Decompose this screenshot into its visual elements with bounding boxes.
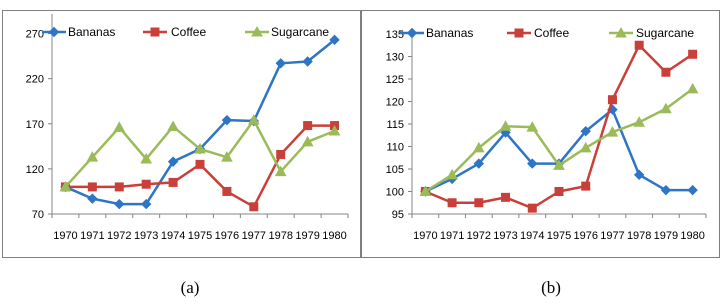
- data-point-coffee: [448, 199, 456, 207]
- data-point-coffee: [196, 160, 204, 168]
- data-point-coffee: [555, 188, 563, 196]
- y-tick-label: 270: [25, 28, 44, 41]
- legend-label-coffee: Coffee: [171, 25, 207, 39]
- data-point-coffee: [662, 68, 670, 76]
- y-tick-label: 105: [385, 164, 404, 176]
- x-tick-label: 1974: [160, 230, 186, 242]
- panel-a: [3, 11, 361, 298]
- x-tick-label: 1980: [322, 230, 347, 242]
- data-point-coffee: [223, 187, 231, 195]
- legend-marker-bananas: [50, 28, 59, 37]
- data-point-coffee: [169, 178, 177, 186]
- data-point-coffee: [608, 96, 616, 104]
- data-point-coffee: [304, 122, 312, 130]
- y-tick-label: 120: [25, 163, 44, 176]
- y-tick-label: 110: [386, 141, 404, 154]
- legend-label-sugarcane: Sugarcane: [636, 26, 695, 40]
- x-tick-label: 1978: [626, 230, 652, 242]
- panel-b: [362, 11, 720, 298]
- data-point-coffee: [250, 203, 258, 211]
- data-point-sugarcane: [688, 84, 698, 93]
- data-point-sugarcane: [168, 121, 178, 130]
- legend-marker-coffee: [515, 29, 523, 37]
- legend-label-coffee: Coffee: [534, 26, 570, 40]
- series-line-sugarcane: [425, 89, 692, 192]
- y-tick-label: 130: [385, 51, 404, 64]
- x-tick-label: 1976: [214, 230, 240, 242]
- panel-border: [362, 11, 720, 258]
- x-tick-label: 1980: [680, 230, 705, 242]
- y-tick-label: 220: [25, 73, 44, 86]
- x-tick-label: 1971: [439, 230, 465, 242]
- data-point-coffee: [689, 50, 697, 58]
- y-tick-label: 115: [386, 119, 404, 131]
- data-point-coffee: [277, 150, 285, 158]
- x-tick-label: 1973: [133, 230, 159, 242]
- data-point-sugarcane: [581, 143, 591, 152]
- panel-caption: (b): [541, 278, 561, 297]
- data-point-bananas: [88, 194, 97, 203]
- data-point-bananas: [276, 59, 285, 68]
- data-point-coffee: [142, 180, 150, 188]
- y-tick-label: 70: [31, 209, 44, 221]
- y-tick-label: 135: [385, 29, 404, 41]
- y-tick-label: 170: [25, 118, 44, 131]
- series-line-bananas: [425, 110, 692, 192]
- data-point-bananas: [115, 200, 124, 209]
- data-point-coffee: [635, 41, 643, 49]
- data-point-coffee: [502, 193, 510, 201]
- data-point-coffee: [88, 183, 96, 191]
- x-tick-label: 1971: [80, 230, 105, 242]
- x-tick-label: 1970: [53, 230, 78, 242]
- x-tick-label: 1973: [493, 230, 518, 242]
- y-tick-label: 100: [385, 186, 404, 199]
- x-tick-label: 1977: [600, 230, 625, 242]
- x-tick-label: 1972: [466, 230, 492, 242]
- x-tick-label: 1977: [241, 230, 267, 242]
- data-point-coffee: [582, 182, 590, 190]
- x-tick-label: 1975: [546, 230, 572, 242]
- x-tick-label: 1978: [268, 230, 293, 242]
- data-point-coffee: [475, 199, 483, 207]
- legend-label-bananas: Bananas: [426, 26, 474, 40]
- data-point-coffee: [115, 183, 123, 191]
- y-tick-label: 125: [385, 74, 404, 86]
- x-tick-label: 1970: [413, 230, 438, 242]
- data-point-coffee: [528, 204, 536, 212]
- legend-label-sugarcane: Sugarcane: [271, 25, 330, 39]
- y-tick-label: 120: [385, 96, 404, 109]
- x-tick-label: 1976: [573, 230, 598, 242]
- x-tick-label: 1972: [107, 230, 132, 242]
- x-tick-label: 1974: [520, 230, 545, 242]
- series-line-bananas: [65, 40, 334, 204]
- x-tick-label: 1979: [295, 230, 320, 242]
- data-point-bananas: [688, 186, 697, 195]
- data-point-sugarcane: [114, 122, 124, 131]
- x-tick-label: 1979: [653, 230, 679, 242]
- x-tick-label: 1975: [187, 230, 213, 242]
- legend-label-bananas: Bananas: [68, 25, 116, 39]
- legend-marker-bananas: [408, 29, 417, 38]
- panel-caption: (a): [180, 278, 200, 297]
- legend-marker-coffee: [151, 28, 159, 36]
- y-tick-label: 95: [391, 209, 404, 221]
